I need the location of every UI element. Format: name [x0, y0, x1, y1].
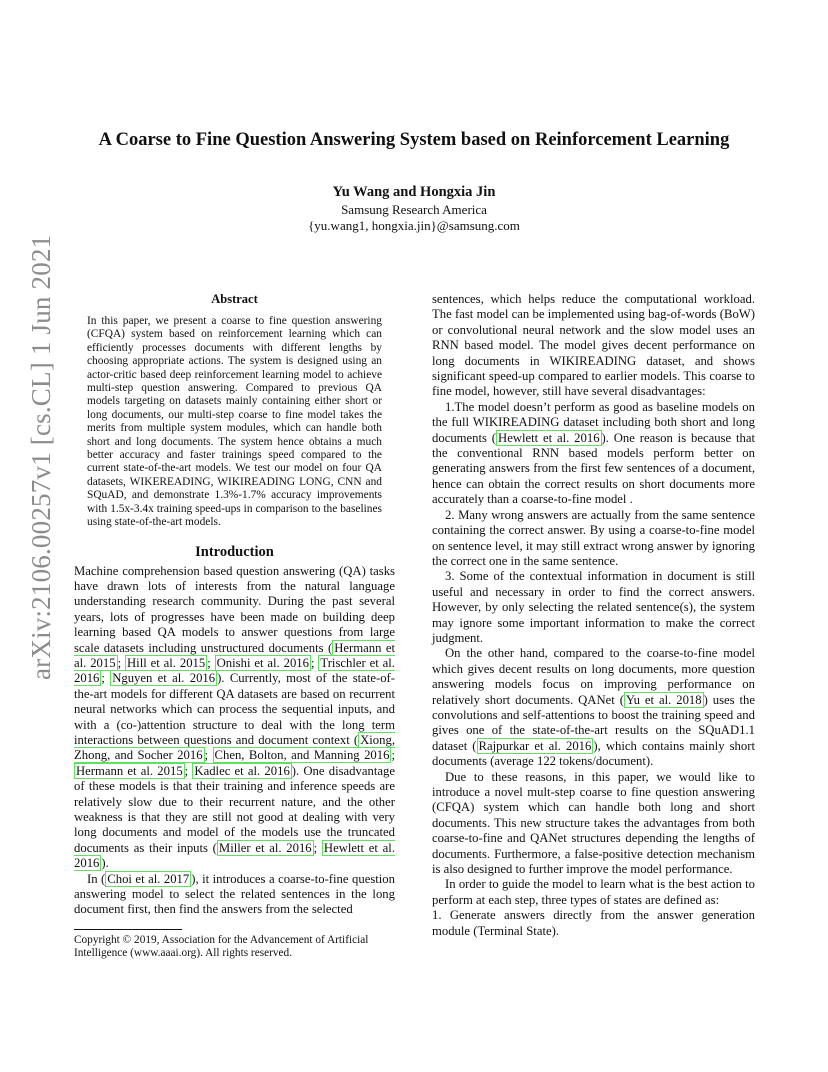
intro-paragraph-7: Due to these reasons, in this paper, we would like to introduce a novel mult-step coarse to fine question answering (CFQA) system which can handle both long and short documents. This new structure takes the advantages from both coarse-to-fine and QANet structures depending the lengths of documents. Furthermore, a false-positive detection mechanism is also designed to further improve the model performance. [432, 769, 755, 877]
citation-link[interactable]: Hermann et al. 2015 [76, 763, 183, 778]
citation-link[interactable]: Nguyen et al. 2016 [112, 671, 216, 686]
intro-paragraph-2-continued: sentences, which helps reduce the computational workload. The fast model can be implemented using bag-of-words (BoW) or convolutional neural network and the slow model uses an RNN based model. The model gives decent performance on long documents in WIKIREADING dataset, and shows significant speed-up compared to earlier models. This coarse to fine model, however, still have several disadvantages: [432, 292, 755, 399]
intro-paragraph-5: 3. Some of the contextual information in document is still useful and necessary in order to find the correct answers. However, by only selecting the related sentence(s), the system may ignore some important information to make the correct judgment. [432, 569, 755, 645]
citation-link[interactable]: Onishi et al. 2016 [216, 655, 309, 670]
citation-link[interactable]: Xiong, Zhong, and Socher 2016 [74, 732, 395, 763]
intro-paragraph-6: On the other hand, compared to the coarse-to-fine model which gives decent results on long documents, more question answering models focus on improving performance on relatively short documents. QANet ( Yu et al. 2018 ) uses the convolutions and self-attentions to boost the training speed and gives one of the state-of-the-art results on the SQuAD1.1 dataset ( Rajpurkar et al. 2016 ), which contains mainly short documents (average 122 tokens/document). [432, 646, 755, 769]
abstract-heading: Abstract [211, 292, 258, 306]
citation-link[interactable]: Miller et al. 2016 [218, 840, 312, 855]
introduction-heading: Introduction [195, 543, 274, 560]
citation-link[interactable]: Choi et al. 2017 [107, 871, 190, 886]
citation-link[interactable]: Chen, Bolton, and Manning 2016 [214, 748, 390, 763]
intro-paragraph-3: 1.The model doesn’t perform as good as baseline models on the full WIKIREADING dataset including both short and long documents ( Hewlett et al. 2016 ). One reason is because that the conventional RNN based models perform better on generating answers from the first few sentences of a document, hence can obtain the correct results on short documents more accurately than a coarse-to-fine model . [432, 399, 755, 507]
intro-paragraph-4: 2. Many wrong answers are actually from the same sentence containing the correct answer. By using a coarse-to-fine model on sentence level, it may still extract wrong answer by ignoring the correct one in the same sentence. [432, 507, 755, 568]
citation-link[interactable]: Yu et al. 2018 [625, 692, 702, 707]
footnote-rule [74, 929, 182, 930]
citation-link[interactable]: Trischler et al. 2016 [74, 655, 395, 686]
citation-link[interactable]: Hill et al. 2015 [127, 655, 206, 670]
citation-link[interactable]: Kadlec et al. 2016 [194, 763, 290, 778]
intro-paragraph-1: Machine comprehension based question answering (QA) tasks have drawn lots of interests from the natural language understanding research community. During the past several years, lots of progresses have been made on building deep learning based QA models to answer questions from large scale datasets including unstructured documents ( Hermann et al. 2015 ; Hill et al. 2015 ; Onishi et al. 2016 ; Trischler et al. 2016 ; Nguyen et al. 2016 ). Currently, most of the state-of-the-art models for different QA datasets are based on recurrent neural networks which can process the sequential inputs, and with a (co-)attention structure to deal with the long term interactions between questions and document context ( Xiong, Zhong, and Socher 2016 ; Chen, Bolton, and Manning 2016 ; Hermann et al. 2015 ; Kadlec et al. 2016 ). One disadvantage of these models is that their training and inference speeds are relatively slow due to their recurrent nature, and the other weakness is that they are still not good at dealing with very long documents and model of the models use the truncated documents as their inputs ( Miller et al. 2016 ; Hewlett et al. 2016 ). [74, 563, 395, 871]
arxiv-identifier: arXiv:2106.00257v1 [cs.CL] 1 Jun 2021 [26, 234, 56, 680]
citation-link[interactable]: Hewlett et al. 2016 [74, 840, 395, 871]
author-affiliation-block [60, 202, 768, 234]
left-column [74, 292, 395, 961]
right-column [432, 292, 755, 939]
citation-link[interactable]: Rajpurkar et al. 2016 [478, 738, 592, 753]
author-affiliation: Samsung Research America [341, 202, 487, 217]
citation-link[interactable]: Hewlett et al. 2016 [498, 430, 600, 445]
intro-paragraph-8: In order to guide the model to learn what is the best action to perform at each step, three types of states are defined as: [432, 877, 755, 907]
intro-paragraph-2-start: In ( Choi et al. 2017 ), it introduces a coarse-to-fine question answering model to select the related sentences in the long document first, then find the answers from the selected [74, 871, 395, 917]
paper-title: A Coarse to Fine Question Answering System based on Reinforcement Learning [98, 130, 730, 150]
intro-paragraph-9: 1. Generate answers directly from the answer generation module (Terminal State). [432, 908, 755, 938]
abstract-text: In this paper, we present a coarse to fine question answering (CFQA) system based on reinforcement learning which can efficiently processes documents with different lengths by choosing appropriate actions. The system is designed using an actor-critic based deep reinforcement learning model to achieve multi-step question answering. Compared to previous QA models targeting on datasets mainly containing either short or long documents, our multi-step coarse to fine model takes the merits from multiple system modules, which can handle both short and long documents. The system hence obtains a much better accuracy and faster trainings speed compared to the current state-of-the-art models. We test our model on four QA datasets, WIKEREADING, WIKIREADING LONG, CNN and SQuAD, and demonstrate 1.3%-1.7% accuracy improvements with 1.5x-3.4x training speed-ups in comparison to the baselines using state-of-the-art models. [87, 315, 382, 529]
paper-authors: Yu Wang and Hongxia Jin [332, 184, 496, 200]
citation-link[interactable]: Hermann et al. 2015 [74, 640, 395, 670]
copyright-notice: Copyright © 2019, Association for the Advancement of Artificial Intelligence (www.aaai.org). All rights reserved. [74, 933, 369, 960]
author-email: {yu.wang1, hongxia.jin}@samsung.com [308, 218, 520, 233]
